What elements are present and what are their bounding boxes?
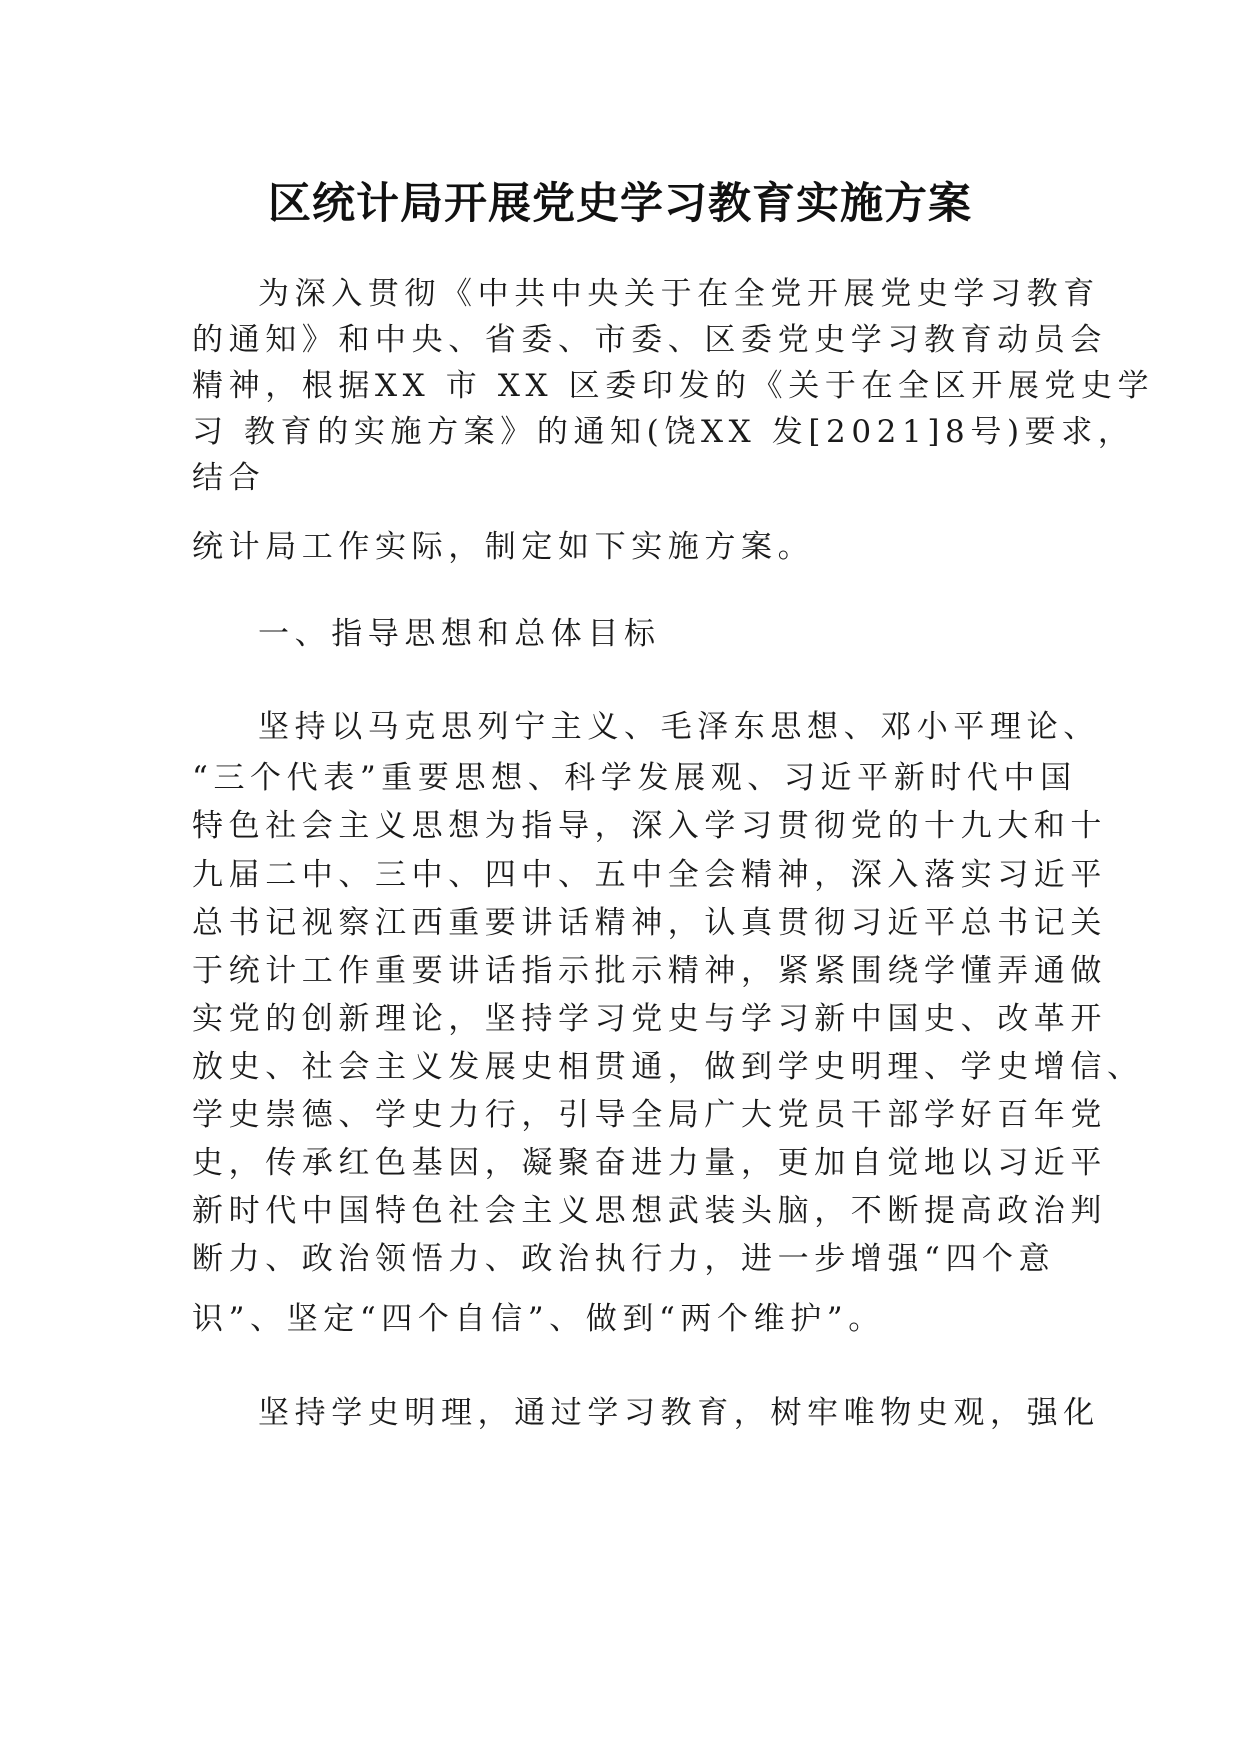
paragraph-line: 史，传承红色基因，凝聚奋进力量，更加自觉地以习近平	[192, 1145, 1107, 1181]
section-heading: 一、指导思想和总体目标	[258, 616, 661, 652]
paragraph-line: 精神，根据XX 市 XX 区委印发的《关于在全区开展党史学	[192, 368, 1155, 404]
paragraph-line: 新时代中国特色社会主义思想武装头脑，不断提高政治判	[192, 1193, 1107, 1229]
paragraph-line: 坚持以马克思列宁主义、毛泽东思想、邓小平理论、	[258, 709, 1100, 745]
paragraph-line: 识”、坚定“四个自信”、做到“两个维护”。	[192, 1301, 885, 1337]
paragraph-line: 于统计工作重要讲话指示批示精神，紧紧围绕学懂弄通做	[192, 953, 1107, 989]
paragraph-line: 习 教育的实施方案》的通知(饶XX 发[2021]8号)要求，	[192, 414, 1135, 450]
paragraph-line: 的通知》和中央、省委、市委、区委党史学习教育动员会	[192, 322, 1107, 358]
paragraph-line: 总书记视察江西重要讲话精神，认真贯彻习近平总书记关	[192, 905, 1107, 941]
paragraph-line: 实党的创新理论，坚持学习党史与学习新中国史、改革开	[192, 1001, 1107, 1037]
paragraph-line: 放史、社会主义发展史相贯通，做到学史明理、学史增信、	[192, 1049, 1144, 1085]
paragraph-line: 学史崇德、学史力行，引导全局广大党员干部学好百年党	[192, 1097, 1107, 1133]
document-title: 区统计局开展党史学习教育实施方案	[268, 179, 972, 229]
paragraph-line: 坚持学史明理，通过学习教育，树牢唯物史观，强化	[258, 1395, 1100, 1431]
paragraph-line: “三个代表”重要思想、科学发展观、习近平新时代中国	[192, 760, 1077, 796]
paragraph-line: 特色社会主义思想为指导，深入学习贯彻党的十九大和十	[192, 808, 1107, 844]
paragraph-line: 断力、政治领悟力、政治执行力，进一步增强“四个意	[192, 1241, 1056, 1277]
paragraph-line: 九届二中、三中、四中、五中全会精神，深入落实习近平	[192, 857, 1107, 893]
paragraph-line: 为深入贯彻《中共中央关于在全党开展党史学习教育	[258, 276, 1100, 312]
paragraph-line: 统计局工作实际，制定如下实施方案。	[192, 529, 815, 565]
paragraph-line: 结合	[192, 460, 266, 496]
